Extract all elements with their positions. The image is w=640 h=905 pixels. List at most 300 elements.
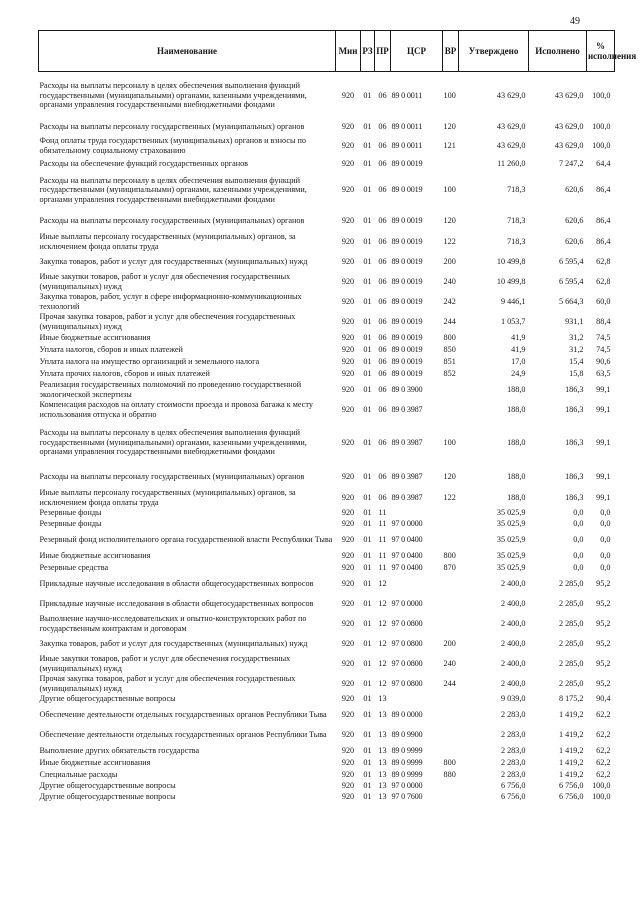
table-row xyxy=(39,792,615,803)
row-section: 01 xyxy=(363,185,372,195)
row-approved: 1 053,7 xyxy=(500,316,526,326)
header-target-article: ЦСР xyxy=(391,31,443,72)
row-approved: 2 400,0 xyxy=(500,578,526,588)
row-executed: 31,2 xyxy=(569,332,584,342)
row-target-article: 89 0 3987 xyxy=(391,404,423,414)
table-row xyxy=(39,356,615,368)
row-expense-type: 870 xyxy=(443,562,456,572)
row-section: 01 xyxy=(363,694,372,704)
row-name: Компенсация расходов на оплату стоимости проезда и провоза багажа к месту использования отпуска и обратно xyxy=(39,400,313,419)
row-percent: 0,0 xyxy=(600,519,611,529)
header-name: Наименование xyxy=(39,31,336,72)
row-subsection: 13 xyxy=(378,745,387,755)
row-target-article: 89 0 0019 xyxy=(391,256,423,266)
table-row xyxy=(39,332,615,344)
row-name: Закупка товаров, работ, услуг в сфере информационно-коммуникационных технологий xyxy=(39,292,302,311)
row-section: 01 xyxy=(363,368,372,378)
row-approved: 718,3 xyxy=(507,185,526,195)
row-target-article: 97 0 0400 xyxy=(391,534,423,544)
budget-execution-table xyxy=(38,30,637,803)
row-expense-type: 800 xyxy=(443,757,456,767)
row-executed: 0,0 xyxy=(573,562,584,572)
table-row xyxy=(39,119,615,135)
row-target-article: 97 0 0000 xyxy=(391,781,423,791)
row-executed: 43 629,0 xyxy=(554,90,584,100)
row-name: Обеспечение деятельности отдельных государственных органов Республики Тыва xyxy=(39,709,327,719)
row-approved: 2 400,0 xyxy=(500,598,526,608)
table-row xyxy=(39,380,615,400)
header-percent: % исполнения xyxy=(587,31,615,72)
table-row xyxy=(39,757,615,769)
row-expense-type xyxy=(443,400,459,420)
row-target-article: 89 0 0019 xyxy=(391,332,423,342)
row-expense-type: 242 xyxy=(443,296,456,306)
row-percent: 86,4 xyxy=(596,236,611,246)
row-ministry: 920 xyxy=(341,236,355,246)
row-section: 01 xyxy=(363,781,372,791)
row-ministry: 920 xyxy=(341,678,355,688)
row-approved: 41,9 xyxy=(511,332,526,342)
row-name: Расходы на выплаты персоналу государственных (муниципальных) органов xyxy=(39,215,305,225)
row-section: 01 xyxy=(363,121,372,131)
row-approved: 2 283,0 xyxy=(500,709,526,719)
row-section: 01 xyxy=(363,757,372,767)
row-executed: 0,0 xyxy=(573,519,584,529)
row-expense-type xyxy=(443,530,459,550)
row-ministry: 920 xyxy=(341,550,355,560)
row-subsection: 06 xyxy=(378,437,387,447)
header-approved: Утверждено xyxy=(459,31,529,72)
row-executed: 15,8 xyxy=(569,368,584,378)
row-percent: 74,5 xyxy=(596,344,611,354)
row-name: Уплата прочих налогов, сборов и иных платежей xyxy=(39,368,210,378)
row-approved: 718,3 xyxy=(507,215,526,225)
row-executed: 620,6 xyxy=(565,236,584,246)
row-percent: 95,2 xyxy=(596,658,611,668)
row-executed: 2 285,0 xyxy=(558,638,584,648)
table-row xyxy=(39,519,615,530)
row-name: Иные бюджетные ассигнования xyxy=(39,332,151,342)
row-expense-type: 100 xyxy=(443,90,456,100)
row-subsection: 06 xyxy=(378,316,387,326)
row-expense-type: 200 xyxy=(443,256,456,266)
row-subsection: 13 xyxy=(378,769,387,779)
row-ministry: 920 xyxy=(341,344,355,354)
row-percent: 95,2 xyxy=(596,578,611,588)
table-row xyxy=(39,781,615,792)
table-row xyxy=(39,530,615,550)
row-ministry: 920 xyxy=(341,316,355,326)
row-name: Резервные фонды xyxy=(39,519,102,529)
row-target-article xyxy=(391,694,443,705)
row-percent: 100,0 xyxy=(592,140,611,150)
row-section: 01 xyxy=(363,658,372,668)
row-percent: 62,2 xyxy=(596,729,611,739)
row-name: Расходы на выплаты персоналу государственных (муниципальных) органов xyxy=(39,121,305,131)
row-target-article: 89 0 9900 xyxy=(391,729,423,739)
row-target-article: 89 0 3987 xyxy=(391,492,423,502)
row-section: 01 xyxy=(363,678,372,688)
row-executed: 8 175,2 xyxy=(558,694,584,704)
row-ministry: 920 xyxy=(341,471,355,481)
row-approved: 6 756,0 xyxy=(500,792,526,802)
row-executed: 1 419,2 xyxy=(558,709,584,719)
row-expense-type: 120 xyxy=(443,215,456,225)
table-row xyxy=(39,72,615,119)
row-ministry: 920 xyxy=(341,578,355,588)
row-name: Прочая закупка товаров, работ и услуг для обеспечения государственных (муниципальных) нужд xyxy=(39,674,296,693)
row-subsection: 06 xyxy=(378,215,387,225)
row-percent: 100,0 xyxy=(592,90,611,100)
row-target-article: 89 0 0011 xyxy=(391,140,423,150)
row-name: Реализация государственных полномочий по проведению государственной экологической экспертизы xyxy=(39,380,302,399)
row-subsection: 06 xyxy=(378,140,387,150)
table-row xyxy=(39,171,615,210)
row-name: Расходы на выплаты персоналу государственных (муниципальных) органов xyxy=(39,471,305,481)
table-row xyxy=(39,674,615,694)
row-approved: 2 283,0 xyxy=(500,769,526,779)
row-subsection: 13 xyxy=(378,709,387,719)
row-section: 01 xyxy=(363,90,372,100)
row-ministry: 920 xyxy=(341,276,355,286)
row-section: 01 xyxy=(363,638,372,648)
row-section: 01 xyxy=(363,519,372,529)
table-row xyxy=(39,694,615,705)
row-target-article: 97 0 0000 xyxy=(391,519,423,529)
row-approved: 41,9 xyxy=(511,344,526,354)
row-target-article: 89 0 0019 xyxy=(391,158,423,168)
row-section: 01 xyxy=(363,140,372,150)
row-subsection: 06 xyxy=(378,90,387,100)
row-expense-type xyxy=(443,694,459,705)
row-percent: 99,1 xyxy=(596,437,611,447)
row-expense-type xyxy=(443,574,459,594)
row-target-article: 89 0 0019 xyxy=(391,185,423,195)
row-section: 01 xyxy=(363,215,372,225)
row-section: 01 xyxy=(363,437,372,447)
row-approved: 6 756,0 xyxy=(500,781,526,791)
row-percent: 0,0 xyxy=(600,562,611,572)
row-section: 01 xyxy=(363,404,372,414)
row-subsection: 06 xyxy=(378,344,387,354)
row-expense-type: 120 xyxy=(443,471,456,481)
row-executed: 1 419,2 xyxy=(558,745,584,755)
row-percent: 95,2 xyxy=(596,678,611,688)
row-name: Другие общегосударственные вопросы xyxy=(39,792,176,802)
row-approved: 35 025,9 xyxy=(496,534,526,544)
row-expense-type: 852 xyxy=(443,368,456,378)
row-ministry: 920 xyxy=(341,658,355,668)
row-name: Выполнение научно-исследовательских и опытно-конструкторских работ по государственным контрактам и договорам xyxy=(39,614,307,633)
row-section: 01 xyxy=(363,344,372,354)
row-ministry: 920 xyxy=(341,356,355,366)
row-expense-type: 244 xyxy=(443,316,456,326)
row-executed: 6 756,0 xyxy=(558,781,584,791)
row-executed: 186,3 xyxy=(565,437,584,447)
row-percent: 86,4 xyxy=(596,185,611,195)
row-ministry: 920 xyxy=(341,792,355,802)
row-subsection: 12 xyxy=(378,658,387,668)
row-section: 01 xyxy=(363,384,372,394)
row-ministry: 920 xyxy=(341,709,355,719)
row-approved: 188,0 xyxy=(507,471,526,481)
row-section: 01 xyxy=(363,578,372,588)
row-section: 01 xyxy=(363,745,372,755)
row-section: 01 xyxy=(363,158,372,168)
row-percent: 62,2 xyxy=(596,745,611,755)
row-executed: 2 285,0 xyxy=(558,618,584,628)
row-name: Иные закупки товаров, работ и услуг для обеспечения государственных (муниципальных) нужд xyxy=(39,272,291,291)
row-target-article: 89 0 3987 xyxy=(391,437,423,447)
table-row xyxy=(39,550,615,562)
row-expense-type xyxy=(443,745,459,757)
row-target-article: 89 0 3900 xyxy=(391,384,423,394)
row-subsection: 12 xyxy=(378,578,387,588)
row-ministry: 920 xyxy=(341,618,355,628)
row-approved: 2 283,0 xyxy=(500,745,526,755)
row-executed: 6 756,0 xyxy=(558,792,584,802)
row-approved: 2 400,0 xyxy=(500,638,526,648)
table-row xyxy=(39,574,615,594)
row-name: Закупка товаров, работ и услуг для государственных (муниципальных) нужд xyxy=(39,638,308,648)
row-target-article: 89 0 0019 xyxy=(391,368,423,378)
row-subsection: 13 xyxy=(378,729,387,739)
row-name: Фонд оплаты труда государственных (муниципальных) органов и взносы по обязательному социальному страхованию xyxy=(39,136,306,155)
row-expense-type xyxy=(443,792,459,803)
row-ministry: 920 xyxy=(341,534,355,544)
row-subsection: 06 xyxy=(378,404,387,414)
row-ministry: 920 xyxy=(341,729,355,739)
page-number: 49 xyxy=(570,16,580,27)
row-percent: 74,5 xyxy=(596,332,611,342)
table-row xyxy=(39,725,615,745)
row-name: Прочая закупка товаров, работ и услуг для обеспечения государственных (муниципальных) нужд xyxy=(39,312,296,331)
row-approved: 2 283,0 xyxy=(500,729,526,739)
row-approved: 17,0 xyxy=(511,356,526,366)
table-row xyxy=(39,135,615,157)
row-approved: 188,0 xyxy=(507,437,526,447)
row-executed: 0,0 xyxy=(573,508,584,518)
row-subsection: 06 xyxy=(378,384,387,394)
header-subsection: ПР xyxy=(375,31,391,72)
row-executed: 6 595,4 xyxy=(558,256,584,266)
table-row xyxy=(39,344,615,356)
row-name: Специальные расходы xyxy=(39,769,118,779)
table-header-row xyxy=(39,31,615,72)
row-target-article: 97 0 0800 xyxy=(391,658,423,668)
row-approved: 188,0 xyxy=(507,384,526,394)
row-expense-type: 200 xyxy=(443,638,456,648)
row-percent: 62,8 xyxy=(596,256,611,266)
row-subsection: 13 xyxy=(378,694,387,704)
row-ministry: 920 xyxy=(341,296,355,306)
row-expense-type xyxy=(443,725,459,745)
table-row xyxy=(39,488,615,508)
row-subsection: 13 xyxy=(378,781,387,791)
row-ministry: 920 xyxy=(341,437,355,447)
row-subsection: 13 xyxy=(378,792,387,802)
row-executed: 6 595,4 xyxy=(558,276,584,286)
row-executed: 186,3 xyxy=(565,384,584,394)
row-approved: 10 499,8 xyxy=(496,256,526,266)
row-subsection: 06 xyxy=(378,276,387,286)
row-target-article: 89 0 0019 xyxy=(391,276,423,286)
row-name: Расходы на обеспечение функций государственных органов xyxy=(39,158,249,168)
row-ministry: 920 xyxy=(341,158,355,168)
row-target-article: 89 0 0011 xyxy=(391,90,423,100)
row-name: Выполнение других обязательств государства xyxy=(39,745,200,755)
row-approved: 2 400,0 xyxy=(500,678,526,688)
row-expense-type xyxy=(443,508,459,519)
row-executed: 2 285,0 xyxy=(558,658,584,668)
row-ministry: 920 xyxy=(341,519,355,529)
table-row xyxy=(39,634,615,654)
row-target-article: 97 0 7600 xyxy=(391,792,423,802)
row-name: Иные бюджетные ассигнования xyxy=(39,550,151,560)
row-expense-type: 121 xyxy=(443,140,456,150)
row-section: 01 xyxy=(363,792,372,802)
row-target-article: 97 0 0000 xyxy=(391,598,423,608)
row-ministry: 920 xyxy=(341,332,355,342)
row-section: 01 xyxy=(363,276,372,286)
row-section: 01 xyxy=(363,729,372,739)
row-name: Иные выплаты персоналу государственных (муниципальных) органов, за исключением фонда оплаты труда xyxy=(39,232,296,251)
row-target-article: 97 0 0800 xyxy=(391,618,423,628)
row-executed: 31,2 xyxy=(569,344,584,354)
row-approved: 9 446,1 xyxy=(500,296,526,306)
row-percent: 63,5 xyxy=(596,368,611,378)
row-percent: 0,0 xyxy=(600,550,611,560)
row-approved: 188,0 xyxy=(507,492,526,502)
table-row xyxy=(39,312,615,332)
row-approved: 35 025,9 xyxy=(496,508,526,518)
table-row xyxy=(39,420,615,466)
row-subsection: 06 xyxy=(378,368,387,378)
row-subsection: 11 xyxy=(378,519,387,529)
row-executed: 15,4 xyxy=(569,356,584,366)
table-row xyxy=(39,466,615,488)
row-expense-type xyxy=(443,157,459,171)
row-name: Расходы на выплаты персоналу в целях обеспечения выполнения функций государственными (муниципальными) органами, казенными учреждениями, органами управления государственными внебюджетными фондами xyxy=(39,428,307,457)
row-section: 01 xyxy=(363,769,372,779)
row-expense-type xyxy=(443,781,459,792)
table-row xyxy=(39,157,615,171)
row-percent: 95,2 xyxy=(596,638,611,648)
row-subsection: 06 xyxy=(378,256,387,266)
row-name: Расходы на выплаты персоналу в целях обеспечения выполнения функций государственными (муниципальными) органами, казенными учреждениями, органами управления государственными внебюджетными фондами xyxy=(39,175,307,204)
row-subsection: 06 xyxy=(378,158,387,168)
row-target-article: 97 0 0400 xyxy=(391,562,423,572)
row-approved: 35 025,9 xyxy=(496,550,526,560)
row-subsection: 06 xyxy=(378,296,387,306)
table-row xyxy=(39,508,615,519)
row-name: Закупка товаров, работ и услуг для государственных (муниципальных) нужд xyxy=(39,256,308,266)
row-executed: 620,6 xyxy=(565,215,584,225)
row-subsection: 06 xyxy=(378,121,387,131)
row-ministry: 920 xyxy=(341,769,355,779)
row-target-article: 89 0 0019 xyxy=(391,236,423,246)
table-row xyxy=(39,654,615,674)
table-row xyxy=(39,232,615,252)
row-executed: 0,0 xyxy=(573,534,584,544)
row-percent: 0,0 xyxy=(600,534,611,544)
table-row xyxy=(39,272,615,292)
table-row xyxy=(39,562,615,574)
table-row xyxy=(39,705,615,725)
row-subsection: 11 xyxy=(378,562,387,572)
row-executed: 931,1 xyxy=(565,316,584,326)
row-name: Резервный фонд исполнительного органа государственной власти Республики Тыва xyxy=(39,534,333,544)
row-section: 01 xyxy=(363,471,372,481)
row-name: Расходы на выплаты персоналу в целях обеспечения выполнения функций государственными (муниципальными) органами, казенными учреждениями, органами управления государственными внебюджетными фондами xyxy=(39,81,307,109)
row-percent: 100,0 xyxy=(592,781,611,791)
row-executed: 186,3 xyxy=(565,492,584,502)
row-section: 01 xyxy=(363,534,372,544)
row-executed: 7 247,2 xyxy=(558,158,584,168)
row-expense-type: 100 xyxy=(443,185,456,195)
row-ministry: 920 xyxy=(341,757,355,767)
row-subsection: 13 xyxy=(378,757,387,767)
row-expense-type: 120 xyxy=(443,121,456,131)
row-section: 01 xyxy=(363,618,372,628)
row-subsection: 06 xyxy=(378,185,387,195)
row-name: Резервные средства xyxy=(39,562,109,572)
row-subsection: 11 xyxy=(378,550,387,560)
row-expense-type xyxy=(443,614,459,634)
header-executed: Исполнено xyxy=(529,31,587,72)
row-executed: 1 419,2 xyxy=(558,769,584,779)
row-ministry: 920 xyxy=(341,90,355,100)
row-percent: 62,2 xyxy=(596,709,611,719)
row-approved: 24,9 xyxy=(511,368,526,378)
row-executed: 186,3 xyxy=(565,404,584,414)
row-subsection: 06 xyxy=(378,471,387,481)
row-target-article: 89 0 0019 xyxy=(391,344,423,354)
table-row xyxy=(39,594,615,614)
row-percent: 90,6 xyxy=(596,356,611,366)
row-section: 01 xyxy=(363,316,372,326)
row-approved: 43 629,0 xyxy=(496,121,526,131)
table-row xyxy=(39,614,615,634)
row-name: Резервные фонды xyxy=(39,508,102,518)
row-percent: 90,4 xyxy=(596,694,611,704)
header-section: РЗ xyxy=(361,31,375,72)
row-expense-type: 880 xyxy=(443,769,456,779)
row-percent: 95,2 xyxy=(596,598,611,608)
row-target-article: 89 0 0011 xyxy=(391,121,423,131)
row-percent: 62,8 xyxy=(596,276,611,286)
row-ministry: 920 xyxy=(341,215,355,225)
row-subsection: 12 xyxy=(378,638,387,648)
row-section: 01 xyxy=(363,256,372,266)
row-ministry: 920 xyxy=(341,562,355,572)
row-target-article: 97 0 0800 xyxy=(391,678,423,688)
row-ministry: 920 xyxy=(341,121,355,131)
row-executed: 186,3 xyxy=(565,471,584,481)
row-percent: 86,4 xyxy=(596,215,611,225)
table-row xyxy=(39,292,615,312)
table-row xyxy=(39,252,615,272)
row-executed: 2 285,0 xyxy=(558,678,584,688)
row-subsection: 12 xyxy=(378,598,387,608)
row-percent: 64,4 xyxy=(596,158,611,168)
row-target-article: 97 0 0400 xyxy=(391,550,423,560)
row-ministry: 920 xyxy=(341,598,355,608)
row-executed: 620,6 xyxy=(565,185,584,195)
row-section: 01 xyxy=(363,356,372,366)
row-ministry: 920 xyxy=(341,185,355,195)
row-expense-type xyxy=(443,705,459,725)
